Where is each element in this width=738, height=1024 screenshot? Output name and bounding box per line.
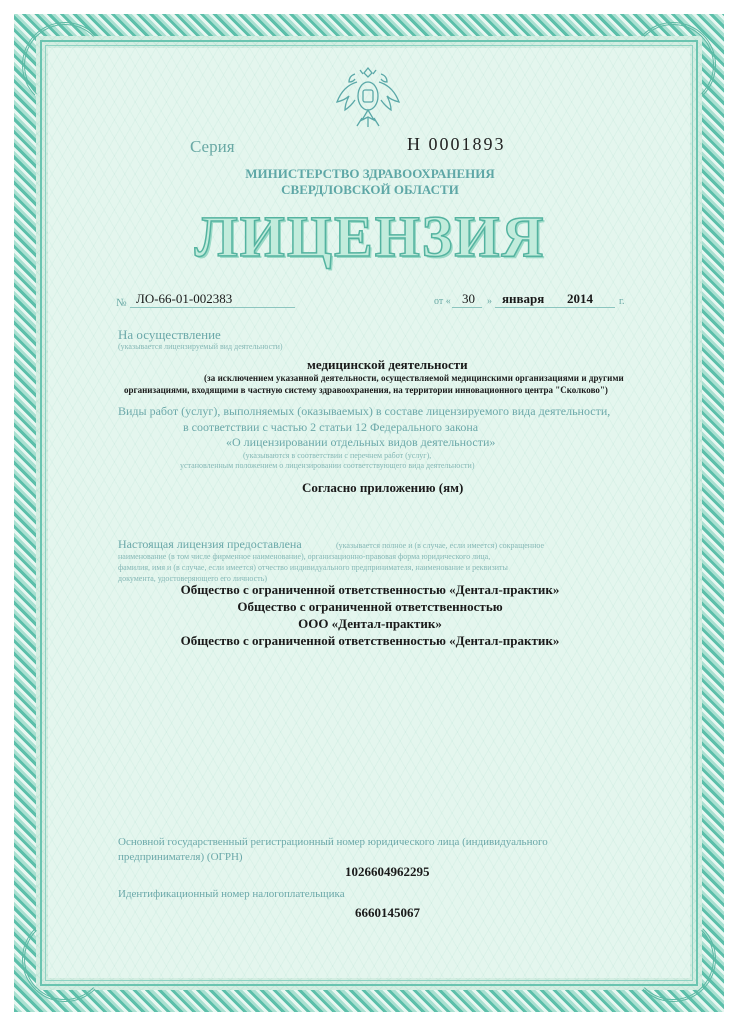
day-underline [452,307,482,308]
corner-ornament-top-right [630,22,716,108]
works-hint-line1: (указываются в соответствии с перечнем работ (услуг), [243,451,432,460]
ministry-name-line2: СВЕРДЛОВСКОЙ ОБЛАСТИ [281,182,459,197]
number-sign: № [116,297,127,309]
ogrn-label-line1: Основной государственный регистрационный номер юридического лица (индивидуального [118,836,548,848]
inn-label: Идентификационный номер налогоплательщика [118,888,345,900]
licensee-intro: Настоящая лицензия предоставлена [118,537,302,551]
license-year: 2014 [567,291,593,306]
licensee-hint-line2: наименование (в том числе фирменное наименование), организационно-правовая форма юридического лица, [118,552,491,561]
licensee-name-4: Общество с ограниченной ответственностью «Дентал-практик» [180,633,560,648]
day-close-quote: » [487,296,492,307]
ogrn-value: 1026604962295 [345,864,430,879]
document-title: ЛИЦЕНЗИЯ [194,204,546,269]
ogrn-label-line2: предпринимателя) (ОГРН) [118,851,243,863]
works-hint-line2: установленным положением о лицензировании соответствующего вида деятельности) [180,461,475,470]
inn-value: 6660145067 [355,905,420,920]
licensee-hint-line4: документа, удостоверяющего его личность) [118,574,267,583]
corner-ornament-bottom-right [630,916,716,1002]
licensee-hint-line3: фамилия, имя и (в случае, если имеется) отчество индивидуального предпринимателя, наименование и реквизиты [118,563,508,572]
number-underline [130,307,295,308]
activity-exclusion-line2: организациями, входящими в частную систему здравоохранения, на территории инновационного центра "Сколково") [124,385,608,395]
activity-exclusion-line1: (за исключением указанной деятельности, осуществляемой медицинскими организациями и другими [204,373,624,383]
license-number: ЛО-66-01-002383 [136,291,233,306]
works-line1: Виды работ (услуг), выполняемых (оказываемых) в составе лицензируемого вида деятельности, [118,404,611,418]
corner-ornament-top-left [22,22,108,108]
licensee-name-3: ООО «Дентал-практик» [298,616,442,631]
series-label: Серия [190,137,235,156]
works-value: Согласно приложению (ям) [302,480,464,495]
activity-hint: (указывается лицензируемый вид деятельности) [118,342,283,351]
activity-value: медицинской деятельности [307,357,468,372]
ministry-name-line1: МИНИСТЕРСТВО ЗДРАВООХРАНЕНИЯ [245,166,495,181]
works-line3: «О лицензировании отдельных видов деятельности» [226,435,496,449]
licensee-name-1: Общество с ограниченной ответственностью «Дентал-практик» [180,582,560,597]
series-number: Н 0001893 [407,134,506,154]
year-suffix: г. [619,296,625,307]
coat-of-arms-emblem [333,60,403,132]
activity-label: На осуществление [118,327,221,342]
licensee-name-2: Общество с ограниченной ответственностью [237,599,503,614]
date-from-label: от « [434,296,451,307]
license-month: января [502,291,545,306]
license-day: 30 [462,291,475,306]
corner-ornament-bottom-left [22,916,108,1002]
licensee-hint-line1: (указывается полное и (в случае, если имеется) сокращенное [336,541,545,550]
month-underline [495,307,615,308]
works-line2: в соответствии с частью 2 статьи 12 Федерального закона [183,420,479,434]
